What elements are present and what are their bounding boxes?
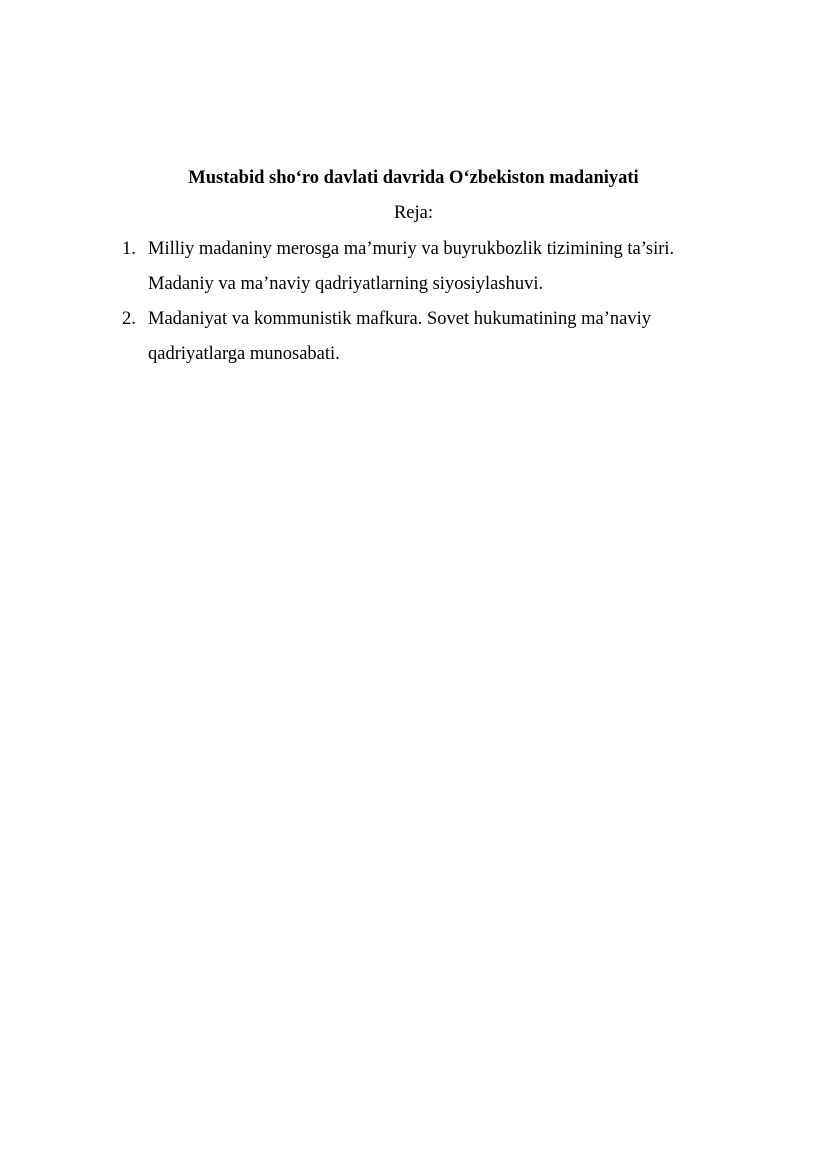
plan-item-number: 1. [122, 239, 136, 259]
plan-item-2 [0, 302, 827, 372]
plan-heading: Reja: [393, 203, 434, 223]
plan-item-number: 2. [122, 309, 136, 329]
plan-item-1 [0, 232, 827, 302]
plan-item-text-line: Milliy madaniny merosga ma’muriy va buyrukbozlik tizimining ta’siri. [148, 239, 675, 259]
plan-item-text-line: Madaniy va ma’naviy qadriyatlarning siyosiylashuvi. [148, 274, 544, 294]
plan-item-text-line: qadriyatlarga munosabati. [148, 344, 340, 364]
plan-item-text-line: Madaniyat va kommunistik mafkura. Sovet hukumatining ma’naviy [148, 309, 652, 329]
document-title: Mustabid sho‘ro davlati davrida O‘zbekiston madaniyati [188, 168, 639, 188]
plan-list [0, 232, 827, 372]
